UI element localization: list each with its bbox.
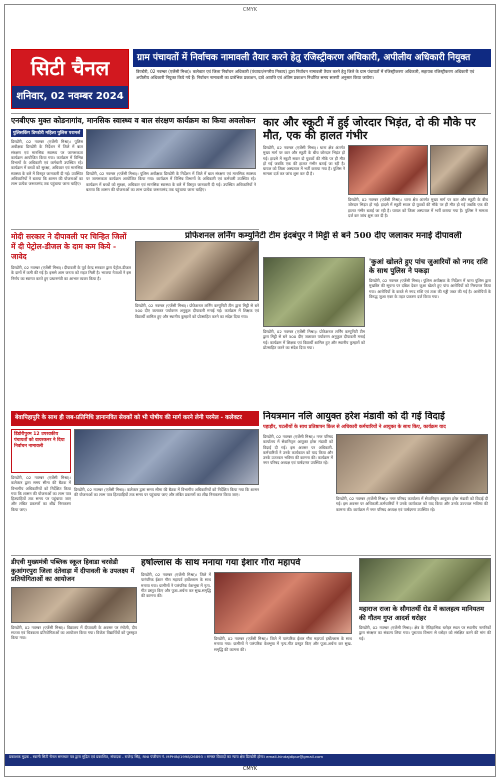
cmyk-marker-bottom: CMYK	[242, 766, 258, 772]
newspaper-page	[4, 4, 496, 777]
story-body-continued: डिण्डोरी, 02 नवम्बर (एजेंसी मिश्रा)। प्रोफेशनल लर्निंग कम्युनिटी टीम द्वारा मिट्टी से बने 500 दीए जलाकर पर्यावरण अनुकूल दीपावली मनाई गई। कार्यक्रम में शिक्षक एवं विद्यार्थी शामिल हुए और स्थानीय कुम्हारों को प्रोत्साहित करने का संदेश दिया गया।	[263, 329, 365, 350]
story-body-continued: डिण्डोरी, 02 नवम्बर (एजेंसी मिश्रा)। थाना क्षेत्र अंतर्गत मुख्य मार्ग पर कार और स्कूटी के बीच जोरदार भिड़ंत हो गई। हादसे में स्कूटी सवार दो युवकों की मौके पर ही मौत हो गई जबकि एक की हालत गंभीर बताई जा रही है। घायल को जिला अस्पताल में भर्ती कराया गया है। पुलिस ने मामला दर्ज कर जांच शुरू कर दी है।	[348, 197, 488, 218]
news-photo	[263, 257, 365, 327]
story-body: डिण्डोरी, 02 नवम्बर (एजेंसी मिश्रा)। थाना क्षेत्र अंतर्गत मुख्य मार्ग पर कार और स्कूटी के बीच जोरदार भिड़ंत हो गई। हादसे में स्कूटी सवार दो युवकों की मौके पर ही मौत हो गई जबकि एक की हालत गंभीर बताई जा रही है। घायल को जिला अस्पताल में भर्ती कराया गया है। पुलिस ने मामला दर्ज कर जांच शुरू कर दी है।	[263, 145, 345, 177]
story-body-continued: डिण्डोरी, 02 नवम्बर (एजेंसी मिश्रा)। जिले में पारंपरिक ईशार गौरा महापर्व हर्षोल्लास के साथ मनाया गया। ग्रामीणों ने पारंपरिक वेशभूषा में नृत्य-गीत प्रस्तुत किए और पूजा-अर्चना कर सुख-समृद्धि की कामना की।	[214, 636, 352, 652]
story-body: डिण्डोरी, 02 नवम्बर (एजेंसी मिश्रा)। नगर परिषद कार्यालय में सेवानिवृत्त आयुक्त हरेश मंडावी को विदाई दी गई। इस अवसर पर अधिकारी-कर्मचारियों ने उनके कार्यकाल को याद किया और उनके उज्ज्वल भविष्य की कामना की। कार्यक्रम में नगर परिषद अध्यक्ष एवं पार्षदगण उपस्थित रहे।	[263, 434, 333, 466]
story-headline: मोदी सरकार ने दीपावली पर चिन्हित जिलों में दी पेट्रोल-डीजल के दाम कम किये - जावेद	[11, 232, 127, 261]
story-body: डिण्डोरी, 02 नवम्बर (एजेंसी मिश्रा)। पुलिस अधीक्षक के निर्देशन में थाना पुलिस द्वारा मुखबिर की सूचना पर दबिश देकर जुआ खेलते हुए पांच आरोपियों को गिरफ्तार किया गया। आरोपियों के कब्जे से नगद राशि एवं ताश की गड्डी जब्त की गई है। आरोपियों के विरुद्ध जुआ एक्ट के तहत प्रकरण दर्ज किया गया।	[369, 278, 491, 299]
story-headline: हर्षोल्लास के साथ मनाया गया ईशार गौरा महापर्व	[141, 558, 301, 568]
lead-headline: ग्राम पंचायतों में निर्वाचक नामावली तैयार करने हेतु रजिस्ट्रीकरण अधिकारी, अपीलीय अधिकारी नियुक्त	[133, 49, 491, 67]
story-body-continued: डिण्डोरी, 02 नवम्बर (एजेंसी मिश्रा)। नगर परिषद कार्यालय में सेवानिवृत्त आयुक्त हरेश मंडावी को विदाई दी गई। इस अवसर पर अधिकारी-कर्मचारियों ने उनके कार्यकाल को याद किया और उनके उज्ज्वल भविष्य की कामना की। कार्यक्रम में नगर परिषद अध्यक्ष एवं पार्षदगण उपस्थित रहे।	[336, 496, 488, 512]
masthead-title: सिटी चैनल	[12, 50, 128, 86]
story-mental-health	[11, 116, 259, 228]
news-photo	[359, 558, 491, 602]
imprint-footer	[5, 754, 495, 766]
story-body: डिण्डोरी, 02 नवम्बर (एजेंसी मिश्रा)। दीपावली के पूर्व केन्द्र सरकार द्वारा पेट्रोल-डीजल के दामों में कमी की गई है। इससे आम जनता को राहत मिली है। भाजपा नेताओं ने इस निर्णय का स्वागत करते हुए प्रधानमंत्री का आभार व्यक्त किया है।	[11, 265, 131, 281]
news-photo	[74, 429, 259, 485]
lead-body: डिण्डोरी, 02 नवम्बर (एजेंसी मिश्रा)। कलेक्टर एवं जिला निर्वाचन अधिकारी (पंचायत/नगरीय निकाय) द्वारा निर्वाचन नामावली तैयार करने हेतु जिले के ग्राम पंचायतों में रजिस्ट्रीकरण अधिकारी, सहायक रजिस्ट्रीकरण अधिकारी एवं अपीलीय अधिकारी नियुक्त किये गये हैं। निर्वाचन नामावली का प्रारंभिक प्रकाशन, दावे आपत्ति एवं अंतिम प्रकाशन निर्धारित समय सारणी अनुसार किया जायेगा।	[136, 69, 475, 80]
story-school	[11, 558, 137, 748]
divider	[11, 555, 491, 556]
story-accident	[263, 116, 491, 226]
story-headline: एनबीएफ मुक्त कोडनागांव, मानसिक स्वास्थ्य व बाल संरक्षण कार्यक्रम का किया अवलोकन	[11, 116, 256, 125]
news-photo	[86, 129, 256, 169]
story-body: डिण्डोरी, 02 नवम्बर (एजेंसी मिश्रा)। क्षेत्र के ऐतिहासिक धरोहर स्थल पर स्थानीय नागरिकों द्वारा संरक्षण का संकल्प लिया गया। पुरातत्व विभाग से धरोहर को संरक्षित करने की मांग की गई।	[359, 625, 491, 641]
news-photo	[11, 587, 137, 623]
news-photo	[348, 145, 428, 195]
imprint-text: प्रकाशक मुद्रक - स्वामी सिटी चैनल समाचार पत्र द्वारा मुद्रित एवं प्रकाशित, संपादक - राजेन्द्र सिंह, RNI पंजीयन नं. MPHIN/1998/26893 । समस्त विवादों का न्याय क्षेत्र डिण्डोरी होगा।	[9, 754, 265, 759]
story-headline: प्रोफेशनल लर्निंग कम्युनिटी टीम इंदबंपुर ने मिट्टी से बने 500 दीए जलाकर मनाई दीपावली	[185, 231, 462, 241]
news-photo	[214, 572, 352, 634]
divider	[11, 113, 491, 114]
story-diyas-header	[185, 231, 491, 255]
story-diyas-photo-block	[263, 257, 365, 407]
story-body: डिण्डोरी, 02 नवम्बर (एजेंसी मिश्रा)। पुलिस अधीक्षक डिण्डोरी के निर्देशन में जिले में बाल संरक्षण एवं मानसिक स्वास्थ्य पर जागरूकता कार्यक्रम आयोजित किया गया। कार्यक्रम में विभिन्न विभागों के अधिकारी एवं कर्मचारी उपस्थित रहे। कार्यक्रम में बच्चों को सुरक्षा, अधिकार एवं मानसिक स्वास्थ्य के बारे में विस्तृत जानकारी दी गई। उपस्थित अधिकारियों ने बताया कि शासन की योजनाओं का लाभ प्रत्येक जरूरतमंद तक पहुंचाया जाना चाहिए।	[11, 139, 83, 187]
story-fuel-price	[11, 232, 131, 412]
story-farewell	[263, 411, 491, 551]
story-body: डिण्डोरी, 02 नवम्बर (एजेंसी मिश्रा)। विद्यालय में दीपावली के अवसर पर रंगोली, दीप सज्जा एवं चित्रकला प्रतियोगिताओं का आयोजन किया गया। विजेता विद्यार्थियों को पुरस्कृत किया गया।	[11, 624, 137, 641]
story-subhead: पुलिसकिंग डिण्डोरी महिला पुलिस परामर्श	[11, 129, 83, 137]
story-subhead: पहाड़ीर, पटलीयों के साथ प्रतिष्ठापन फ़िल से अधिकारी कर्मचारियों ने आयुक्त के साथ किए, कार्यक्रम याद	[263, 425, 446, 430]
story-festival	[141, 558, 355, 748]
masthead	[11, 49, 129, 109]
masthead-date: शनिवार, 02 नवम्बर 2024	[12, 86, 128, 108]
story-body: डिण्डोरी, 02 नवम्बर (एजेंसी मिश्रा)। कलेक्टर द्वारा समय सीमा की बैठक में विभागीय अधिकारियों को निर्देशित किया गया कि शासन की योजनाओं का लाभ पात्र हितग्राहियों तक समय पर पहुंचाया जाए और लंबित प्रकरणों का शीघ्र निराकरण किया जाए।	[11, 475, 71, 512]
lead-story	[133, 49, 491, 109]
story-collector-headline: बेवापिहापुरि के साथ ही जब-प्रतिनिधि ज्ञानानवित सेवकों को भी पोषीय की मार्ग करने लेनी परमेल - कलेक्टर	[11, 411, 259, 426]
story-headline: नियत्रमान नलि आयुक्त हरेश मंडावी को दी गई विदाई	[263, 411, 445, 422]
story-collector	[11, 429, 259, 549]
cmyk-marker-top: CMYK	[242, 7, 258, 13]
story-gamblers	[369, 257, 491, 407]
story-headline: 'कुआं खोलते हुए पांच जुआरियों को नगद राशि के साथ पुलिस ने पकड़ा	[369, 257, 488, 275]
divider	[11, 229, 259, 230]
story-body: डिण्डोरी, 02 नवम्बर (एजेंसी मिश्रा)। जिले में पारंपरिक ईशार गौरा महापर्व हर्षोल्लास के साथ मनाया गया। ग्रामीणों ने पारंपरिक वेशभूषा में नृत्य-गीत प्रस्तुत किए और पूजा-अर्चना कर सुख-समृद्धि की कामना की।	[141, 572, 211, 599]
highlight-box: डिंडोरीपुरम 12 उपरवकीय पंचायतों को वायरकनर ने दिया निर्वाचन नामावली	[11, 429, 71, 473]
story-body-continued: डिण्डोरी, 02 नवम्बर (एजेंसी मिश्रा)। पुलिस अधीक्षक डिण्डोरी के निर्देशन में जिले में बाल संरक्षण एवं मानसिक स्वास्थ्य पर जागरूकता कार्यक्रम आयोजित किया गया। कार्यक्रम में विभिन्न विभागों के अधिकारी एवं कर्मचारी उपस्थित रहे। कार्यक्रम में बच्चों को सुरक्षा, अधिकार एवं मानसिक स्वास्थ्य के बारे में विस्तृत जानकारी दी गई। उपस्थित अधिकारियों ने बताया कि शासन की योजनाओं का लाभ प्रत्येक जरूरतमंद तक पहुंचाया जाना चाहिए।	[86, 171, 256, 192]
story-body: डिण्डोरी, 02 नवम्बर (एजेंसी मिश्रा)। प्रोफेशनल लर्निंग कम्युनिटी टीम द्वारा मिट्टी से बने 500 दीए जलाकर पर्यावरण अनुकूल दीपावली मनाई गई। कार्यक्रम में शिक्षक एवं विद्यार्थी शामिल हुए और स्थानीय कुम्हारों को प्रोत्साहित करने का संदेश दिया गया।	[135, 303, 259, 319]
story-headline: डीएवी मुख्यमंत्री पब्लिक स्कूल हिवाडा चरसेडी कुआंगरपुरा जिला दंतेवाड़ा में दीपावली के उपलक्ष्य में प्रतियोगिताओं का आयोजन	[11, 558, 135, 583]
story-headline: महाराज राजा के सौगातर्थी रोड में कालहत्य मानियतम की गौतम गुप्त आदर्श धरोहर	[359, 605, 484, 622]
news-photo	[430, 145, 488, 195]
story-heritage	[359, 558, 491, 748]
story-headline: कार और स्कूटी में हुई जोरदार भिड़ंत, दो की मौके पर मौत, एक की हालत गंभीर	[263, 116, 476, 142]
imprint-email: email-hindajdipur@gmail.com	[266, 754, 324, 759]
story-diyas	[135, 241, 259, 407]
story-body-continued: डिण्डोरी, 02 नवम्बर (एजेंसी मिश्रा)। कलेक्टर द्वारा समय सीमा की बैठक में विभागीय अधिकारियों को निर्देशित किया गया कि शासन की योजनाओं का लाभ पात्र हितग्राहियों तक समय पर पहुंचाया जाए और लंबित प्रकरणों का शीघ्र निराकरण किया जाए।	[74, 487, 259, 498]
news-photo	[336, 434, 488, 494]
